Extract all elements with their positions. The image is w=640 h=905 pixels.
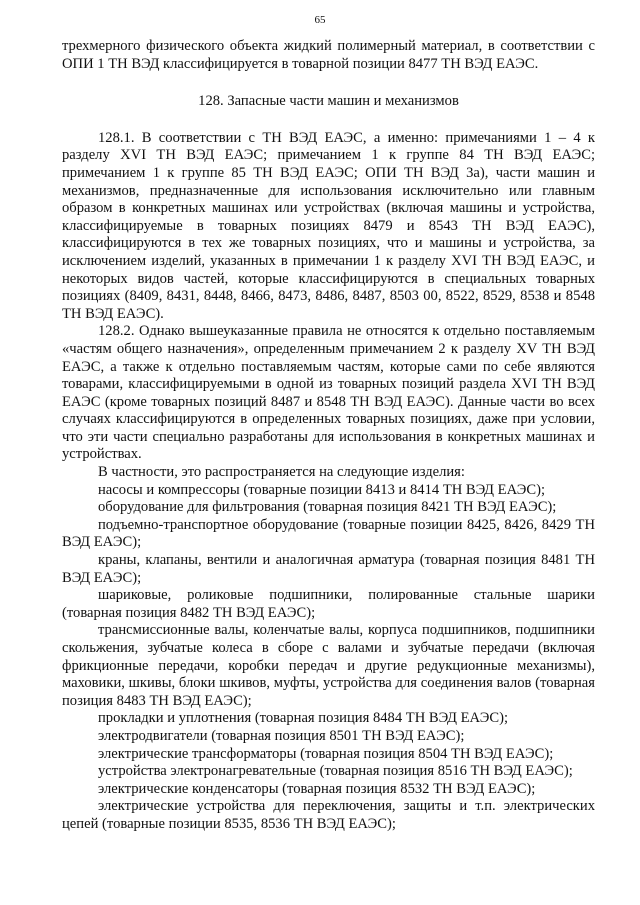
page-number: 65 <box>314 14 326 26</box>
list-item: электродвигатели (товарная позиция 8501 ТН ВЭД ЕАЭС); <box>98 727 465 744</box>
document-body <box>62 38 595 834</box>
section-title: 128. Запасные части машин и механизмов <box>198 93 459 110</box>
list-item: оборудование для фильтрования (товарная позиция 8421 ТН ВЭД ЕАЭС); <box>98 499 557 516</box>
list-item: электрические трансформаторы (товарная позиция 8504 ТН ВЭД ЕАЭС); <box>98 745 554 762</box>
list-intro: В частности, это распространяется на следующие изделия: <box>98 464 465 481</box>
list-item: устройства электронагревательные (товарная позиция 8516 ТН ВЭД ЕАЭС); <box>98 763 573 780</box>
paragraph-128-2: 128.2. Однако вышеуказанные правила не относятся к отдельно поставляемым «частям общего назначения», определенным примечанием 2 к разделу XV ТН ВЭД ЕАЭС, а также к отдельно поставляемым частям, которые сами по себе являются товарами, классифицируемыми в одной из товарных позиций раздела XVI ТН ВЭД ЕАЭС (кроме товарных позиций 8487 и 8548 ТН ВЭД ЕАЭС). Данные части во всех случаях классифицируются в определенных товарных позициях, даже при условии, что эти части специально разработаны для использования в конкретных машинах и устройствах. <box>62 323 595 463</box>
list-item: трансмиссионные валы, коленчатые валы, корпуса подшипников, подшипники скольжения, зубчатые колеса в сборе с валами и зубчатые передачи (включая фрикционные передачи, коробки передач и другие редукционные механизмы), маховики, шкивы, блоки шкивов, муфты, устройства для соединения валов (товарная позиция 8483 ТН ВЭД ЕАЭС); <box>62 622 595 709</box>
list-item: краны, клапаны, вентили и аналогичная арматура (товарная позиция 8481 ТН ВЭД ЕАЭС); <box>62 552 595 586</box>
list-item: электрические конденсаторы (товарная позиция 8532 ТН ВЭД ЕАЭС); <box>98 780 536 797</box>
list-item: насосы и компрессоры (товарные позиции 8413 и 8414 ТН ВЭД ЕАЭС); <box>98 481 546 498</box>
intro-paragraph: трехмерного физического объекта жидкий полимерный материал, в соответствии с ОПИ 1 ТН ВЭД классифицируется в товарной позиции 8477 ТН ВЭД ЕАЭС. <box>62 38 595 72</box>
list-item: подъемно-транспортное оборудование (товарные позиции 8425, 8426, 8429 ТН ВЭД ЕАЭС); <box>62 516 595 551</box>
list-item: прокладки и уплотнения (товарная позиция 8484 ТН ВЭД ЕАЭС); <box>98 710 509 727</box>
paragraph-128-1: 128.1. В соответствии с ТН ВЭД ЕАЭС, а именно: примечаниями 1 – 4 к разделу XVI ТН ВЭД ЕАЭС; примечанием 1 к группе 84 ТН ВЭД ЕАЭС; примечанием 1 к группе 85 ТН ВЭД ЕАЭС; ОПИ ТН ВЭД 3а), части машин и механизмов, предназначенные для использования исключительно или главным образом в конкретных машинах или устройствах (включая машины и устройства, классифицируемые в товарных позициях 8479 и 8543 ТН ВЭД ЕАЭС), классифицируются в тех же товарных позициях, что и машины и устройства, за исключением изделий, указанных в примечании 1 к разделу XVI ТН ВЭД ЕАЭС, и некоторых видов частей, которые классифицируются в специальных товарных позициях (8409, 8431, 8448, 8466, 8473, 8486, 8487, 8503 00, 8522, 8529, 8538 и 8548 ТН ВЭД ЕАЭС). <box>62 129 595 322</box>
list-item: шариковые, роликовые подшипники, полированные стальные шарики (товарная позиция 8482 ТН ВЭД ЕАЭС); <box>62 587 595 621</box>
list-item: электрические устройства для переключения, защиты и т.п. электрических цепей (товарные позиции 8535, 8536 ТН ВЭД ЕАЭС); <box>62 798 595 832</box>
